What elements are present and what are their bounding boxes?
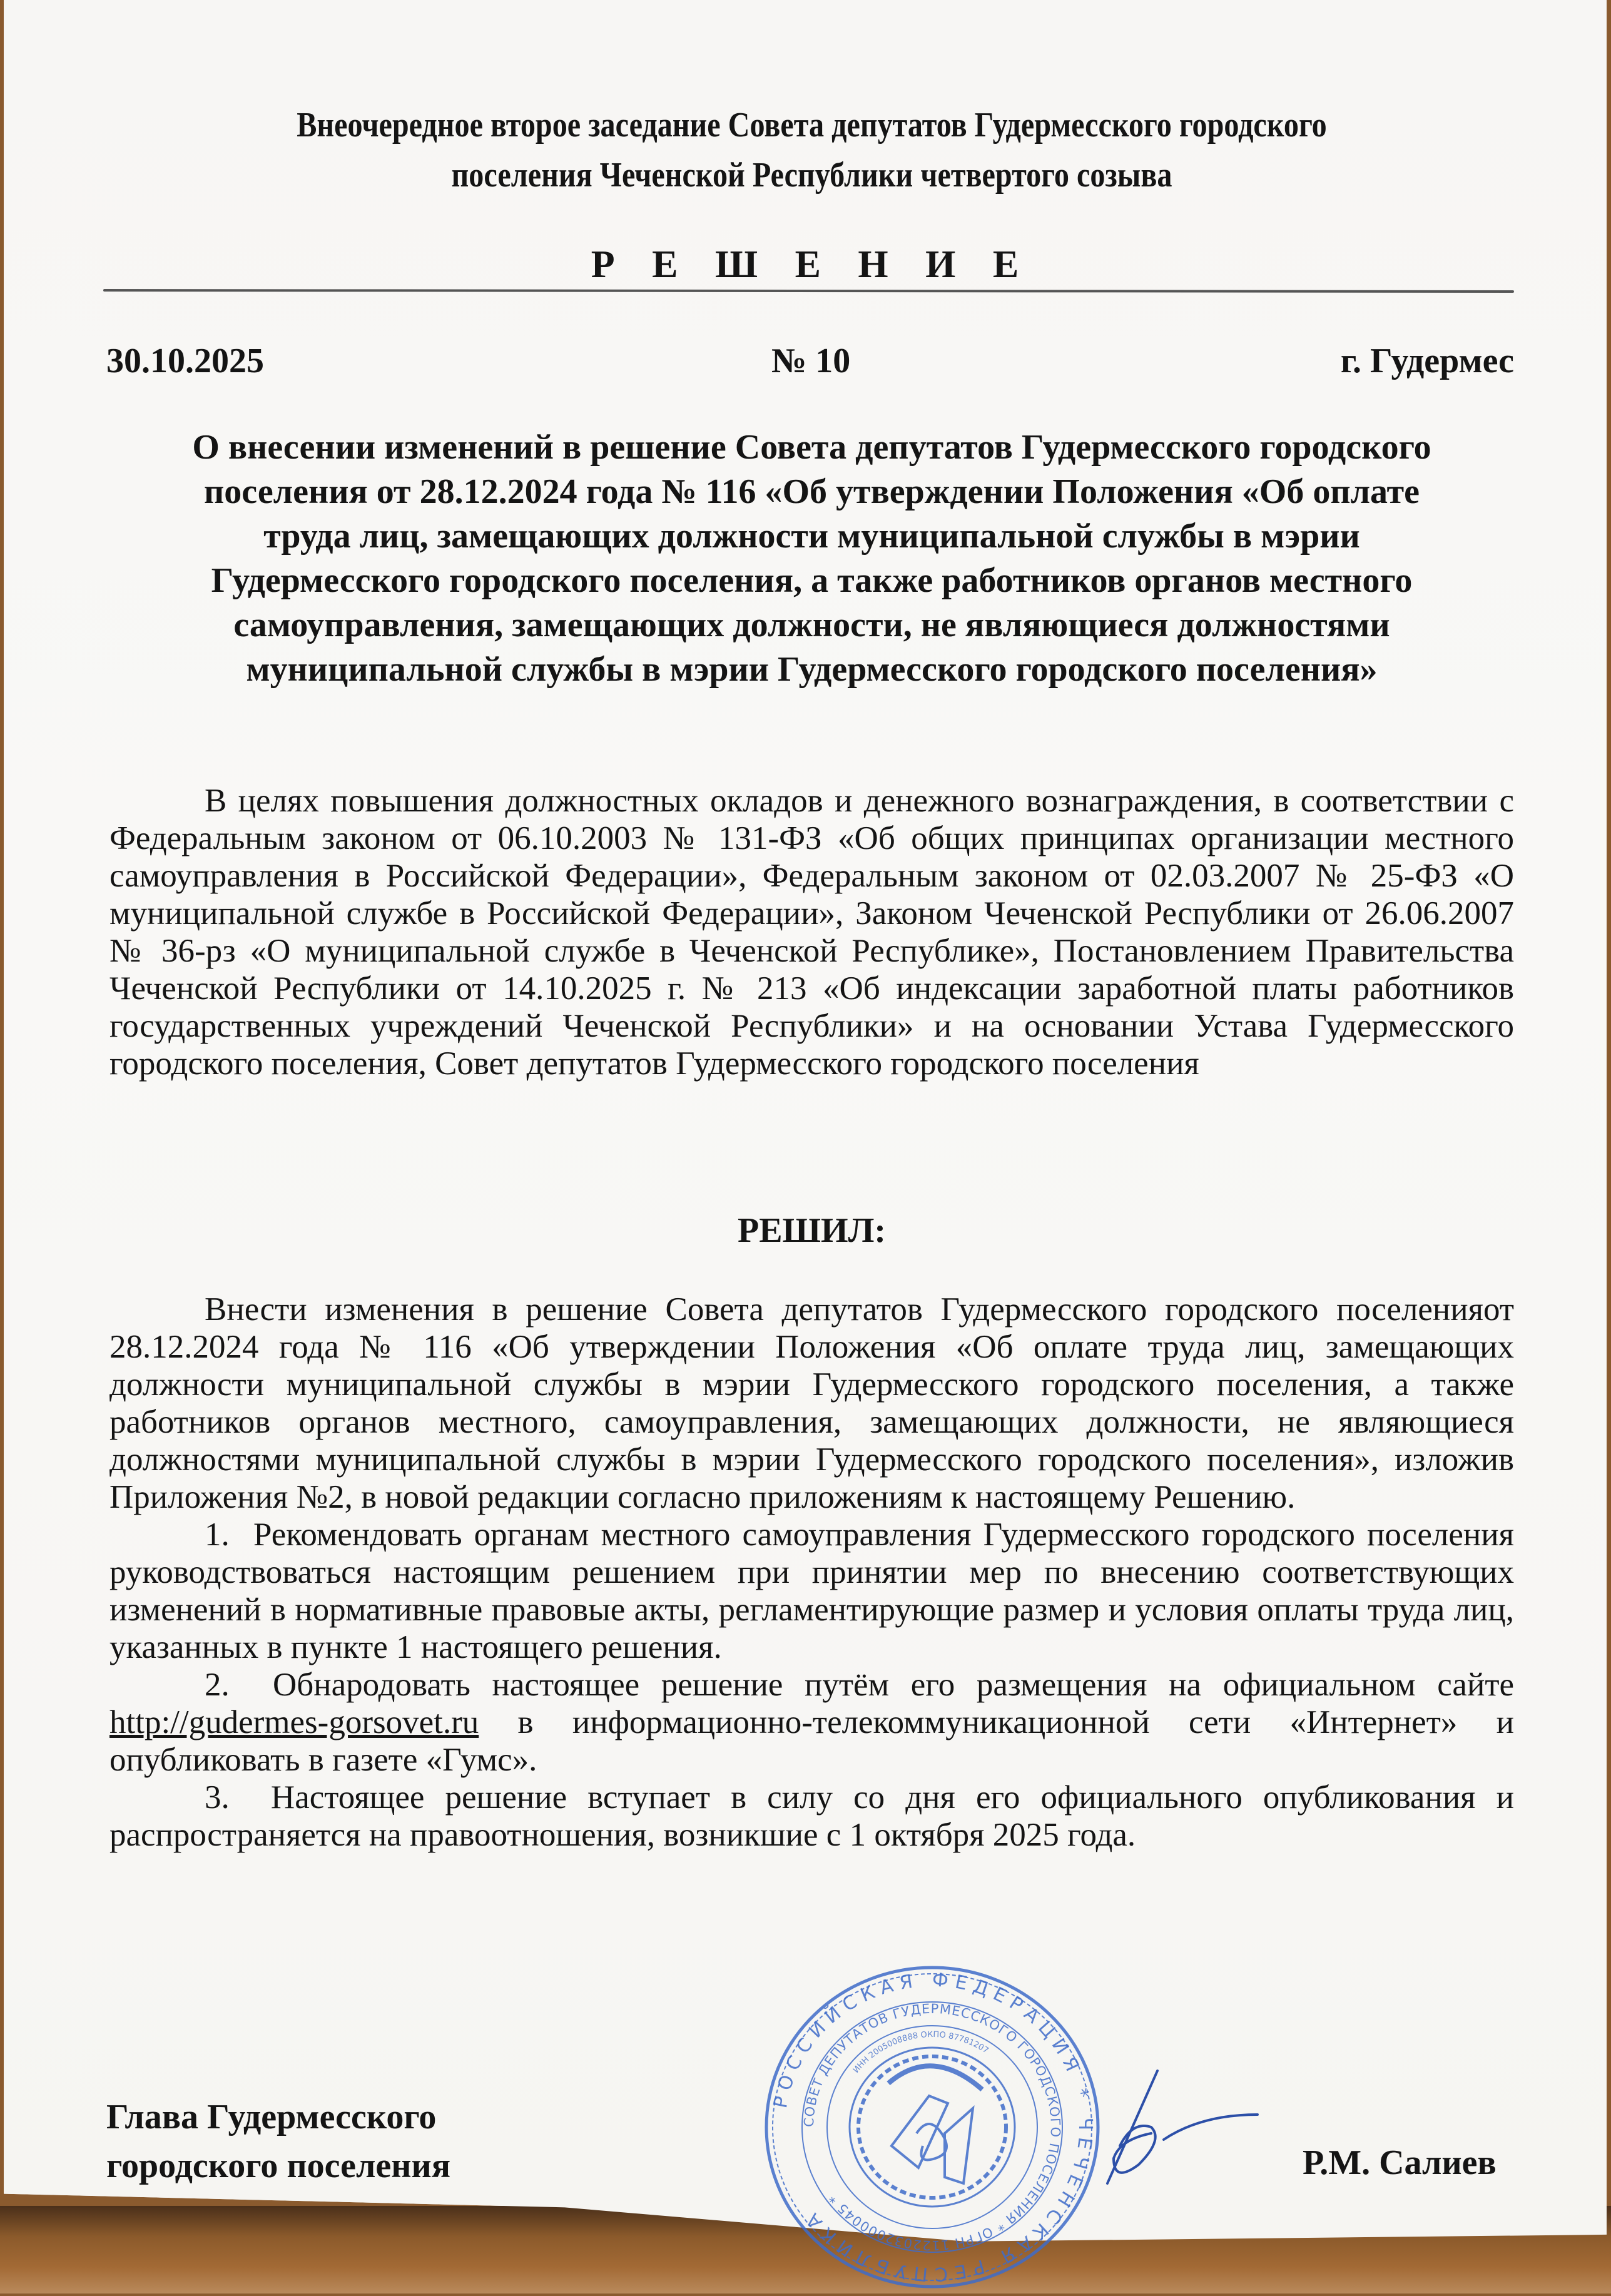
website-link[interactable]: http://gudermes-gorsovet.ru [109,1704,479,1740]
decision-item-3 [109,1779,1514,1854]
signatory-position-line-1: Глава Гудермесского [106,2098,437,2136]
preamble-section [109,782,1514,1082]
item-text: Настоящее решение вступает в силу со дня его официального опубликования и распространяется на правоотношения, возникшие с 1 октября 2025 года. [109,1779,1515,1853]
session-header-line-2: поселения Чеченской Республики четвертого созыва [451,156,1172,195]
seal-inner-text: СОВЕТ ДЕПУТАТОВ ГУДЕРМЕССКОГО ГОРОДСКОГО ПОСЕЛЕНИЯ * ОГРН 1122032000045 * [801,2001,1064,2253]
document-date: 30.10.2025 [106,342,264,380]
seal-ring [850,2048,1015,2207]
item-number: 3. [205,1779,230,1816]
decision-item-2 [109,1666,1514,1779]
session-header [208,100,1416,200]
title-line: самоуправления, замещающих должности, не являющиеся должностями [233,606,1390,644]
item-number: 2. [205,1667,230,1703]
document-place: г. Гудермес [1340,342,1514,380]
title-line: муниципальной службы в мэрии Гудермесского городского поселения» [246,650,1378,689]
document-type: Р Е Ш Е Н И Е [591,243,1033,286]
title-line: О внесении изменений в решение Совета депутатов Гудермесского городского [192,428,1431,467]
title-line: поселения от 28.12.2024 года № 116 «Об утверждении Положения «Об оплате [204,472,1420,511]
signatory-position [106,2093,450,2190]
document-title [109,425,1514,692]
title-line: Гудермесского городского поселения, а также работников органов местного [211,561,1413,600]
title-line: труда лиц, замещающих должности муниципальной службы в мэрии [263,517,1360,556]
seal-emblem-tower [945,2108,973,2183]
document-meta [106,341,1514,385]
seal-ornament-ring [858,2056,1006,2198]
session-header-line-1: Внеочередное второе заседание Совета депутатов Гудермесского городского [297,106,1327,145]
seal-emblem-arc [888,2066,982,2090]
document-number: № 10 [771,342,851,380]
decision-item-1 [109,1516,1514,1666]
preamble-paragraph: В целях повышения должностных окладов и денежного вознаграждения, в соответствии с Федеральным законом от 06.10.2003 № 131-ФЗ «Об общих принципах организации местного самоуправления в Российской Федерации», Федеральным законом от 02.03.2007 № 25-ФЗ «О муниципальной службе в Российской Федерации», Законом Чеченской Республики от 26.06.2007 № 36-рз «О муниципальной службе в Чеченской Республике», Постановлением Правительства Чеченской Республики от 14.10.2025 г. № 213 «Об индексации заработной платы работников государственных учреждений Чеченской Республики» и на основании Устава Гудермесского городского поселения, Совет депутатов Гудермесского городского поселения [109,783,1514,1082]
item-text-after: в информационно-телекоммуникационной сети «Интернет» и опубликовать в газете «Гумс». [109,1704,1514,1778]
seal-codes-text: ИНН 2005008888 ОКПО 87781207 [851,2029,990,2075]
signatory-position-line-2: городского поселения [106,2146,451,2185]
handwritten-signature [1082,2065,1264,2196]
decision-intro: Внести изменения в решение Совета депутатов Гудермесского городского поселенияот 28.12.2024 года № 116 «Об утверждении Положения «Об оплате труда лиц, замещающих должности муниципальной службы в мэрии Гудермесского городского поселения, а также работников органов местного, самоуправления, замещающих должности, не являющиеся должностями муниципальной службы в мэрии Гудермесского городского поселения», изложив Приложения №2, в новой редакции согласно приложениям к настоящему Решению. [109,1291,1514,1515]
item-text: Рекомендовать органам местного самоуправления Гудермесского городского поселения руководствоваться настоящим решением при принятии мер по внесению соответствующих изменений в нормативные правовые акты, регламентирующие размер и условия оплаты труда лиц, указанных в пункте 1 настоящего решения. [109,1516,1515,1665]
decision-section [109,1291,1514,1854]
item-text-before: Обнародовать настоящее решение путём его размещения на официальном сайте [273,1667,1515,1703]
seal-outer-text: РОССИЙСКАЯ ФЕДЕРАЦИЯ * ЧЕЧЕНСКАЯ РЕСПУБЛИКА [770,1969,1097,2285]
item-number: 1. [205,1516,230,1553]
official-seal-stamp [757,1958,1107,2296]
signatory-name: Р.М. Салиев [1303,2143,1497,2182]
resolved-heading: РЕШИЛ: [738,1211,886,1250]
